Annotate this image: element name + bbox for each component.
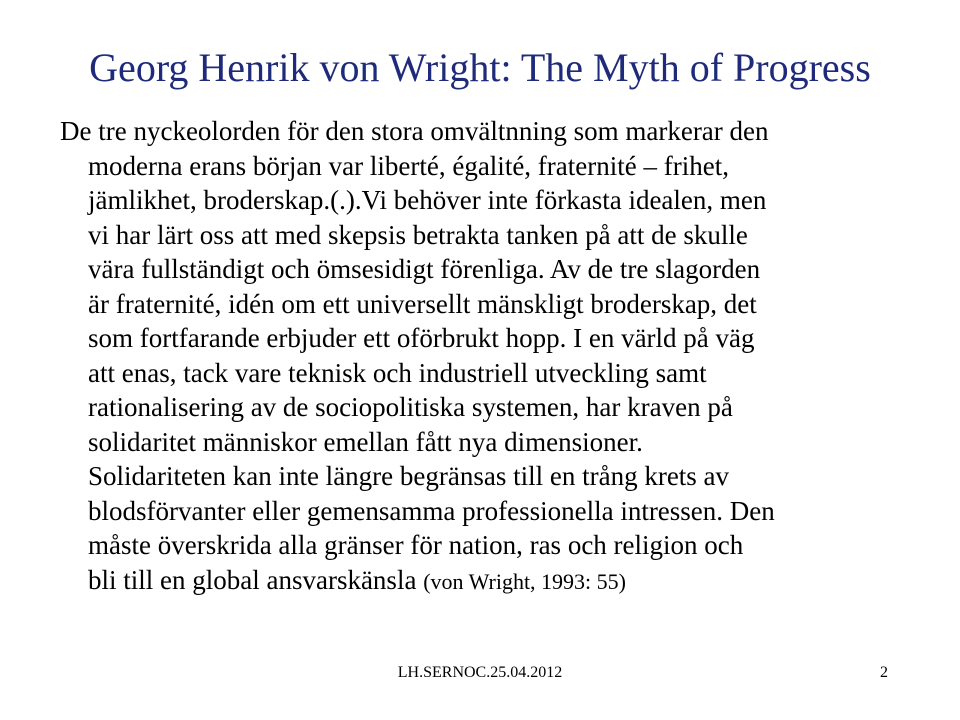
body-line: som fortfarande erbjuder ett oförbrukt hopp. I en värld på väg	[88, 323, 755, 353]
body-line: De tre nyckeolorden för den stora omvältnning som markerar den	[60, 116, 769, 146]
body-line: moderna erans början var liberté, égalité, fraternité – frihet,	[88, 150, 729, 181]
body-line-last	[60, 563, 940, 600]
body-line: vi har lärt oss att med skepsis betrakta tanken på att de skulle	[88, 219, 748, 250]
body-line: är fraternité, idén om ett universellt mänskligt broderskap, det	[88, 288, 757, 319]
body-line: måste överskrida alla gränser för nation, ras och religion och	[88, 530, 744, 560]
body-line-text: bli till en global ansvarskänsla	[88, 564, 417, 595]
quote-body	[60, 114, 940, 599]
footer-text: LH.SERNOC.25.04.2012	[397, 664, 563, 681]
body-line: att enas, tack vare teknisk och industriell utveckling samt	[88, 357, 707, 388]
body-line: Solidariteten kan inte längre begränsas till en trång krets av	[88, 461, 730, 491]
slide-title: Georg Henrik von Wright: The Myth of Progress	[89, 45, 871, 90]
citation: (von Wright, 1993: 55)	[423, 568, 626, 594]
body-line: vära fullständigt och ömsesidigt förenliga. Av de tre slagorden	[88, 254, 761, 284]
body-line: rationalisering av de sociopolitiska systemen, har kraven på	[88, 392, 733, 422]
page-number: 2	[880, 664, 888, 681]
body-line: blodsförvanter eller gemensamma professionella intressen. Den	[88, 495, 775, 526]
body-line: solidaritet människor emellan fått nya dimensioner.	[88, 426, 643, 457]
body-line: jämlikhet, broderskap.(.).Vi behöver inte förkasta idealen, men	[88, 185, 767, 215]
